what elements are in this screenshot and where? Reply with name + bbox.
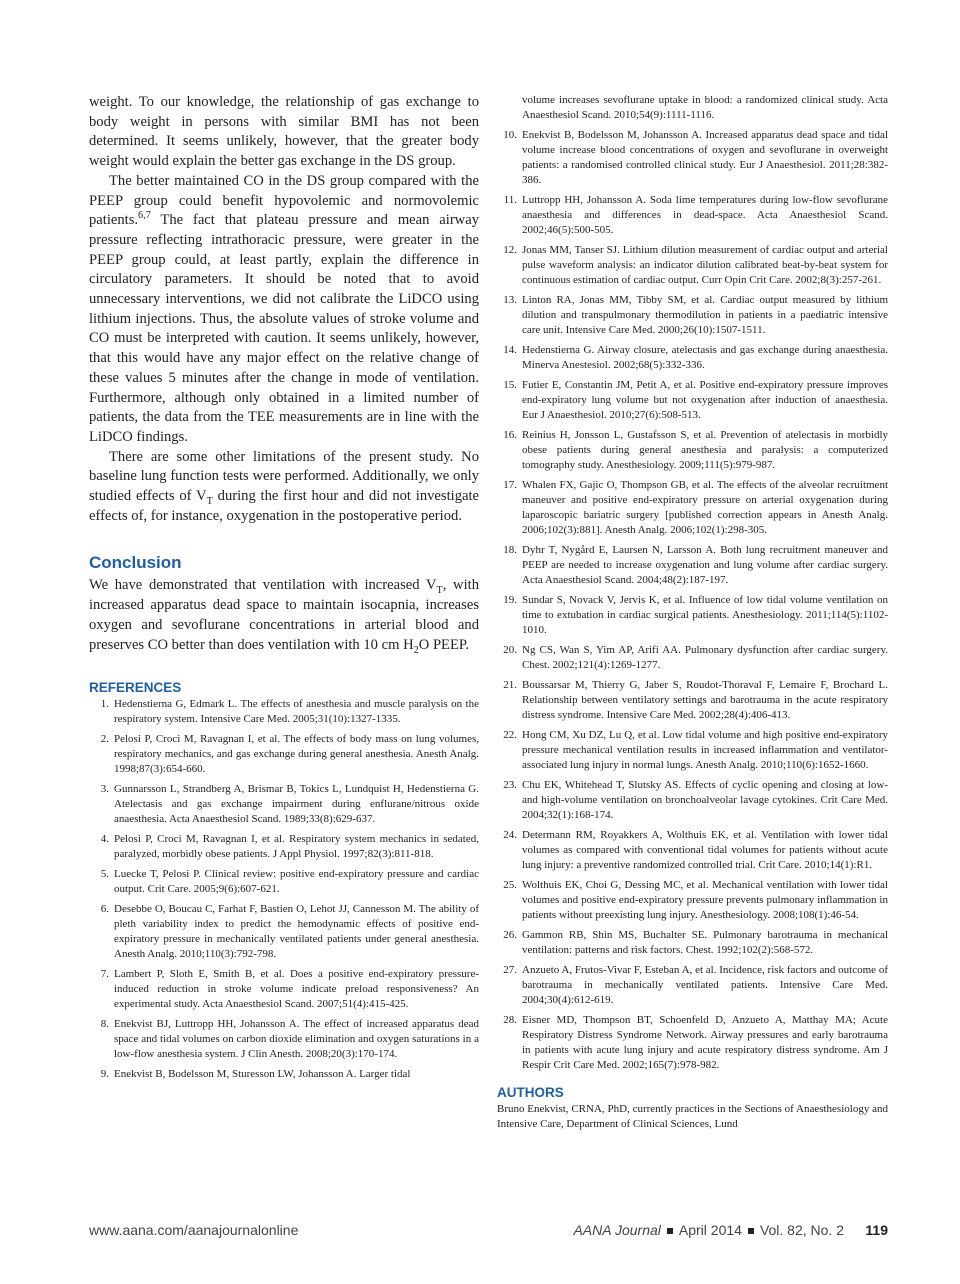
reference-text: Anzueto A, Frutos-Vivar F, Esteban A, et al. Incidence, risk factors and outcome of barotrauma in mechanically ventilated patients. Intensive Care Med. 2004;30(4):612-619. — [522, 964, 888, 1006]
reference-text: Ng CS, Wan S, Yim AP, Arifi AA. Pulmonary dysfunction after cardiac surgery. Chest. 2002;121(4):1269-1277. — [522, 644, 888, 671]
issue-date: April 2014 — [678, 1222, 742, 1238]
reference-item — [89, 832, 479, 862]
reference-number: 16. — [503, 429, 517, 441]
reference-text: Sundar S, Novack V, Jervis K, et al. Influence of low tidal volume ventilation on time to extubation in cardiac surgical patients. Anesthesiology. 2011;114(5):1102-1010. — [522, 594, 888, 636]
reference-text: Hedenstierna G. Airway closure, atelectasis and gas exchange during anaesthesia. Minerva Anestesiol. 2002;68(5):332-336. — [522, 344, 888, 371]
reference-number: 28. — [503, 1014, 517, 1026]
reference-item — [497, 828, 888, 873]
reference-item — [497, 478, 888, 538]
reference-text: Hedenstierna G, Edmark L. The effects of anesthesia and muscle paralysis on the respiratory system. Intensive Care Med. 2005;31(10):1327-1335. — [114, 698, 479, 726]
reference-text: Lambert P, Sloth E, Smith B, et al. Does a positive end-expiratory pressure-induced reduction in stroke volume indicate preload responsiveness? An experimental study. Acta Anaesthesiol Scand. 2007;51(4):415-425. — [114, 968, 479, 1011]
conclusion-text-a: We have demonstrated that ventilation with increased V — [89, 577, 437, 594]
reference-item — [497, 728, 888, 773]
limitations-paragraph — [89, 448, 479, 527]
reference-number: 18. — [503, 544, 517, 556]
reference-text: Enekvist B, Bodelsson M, Johansson A. Increased apparatus dead space and tidal volume increase blood concentrations of oxygen and sevoflurane in overweight patients: a randomised controlled clinical study. Eur J Anaesthesiol. 2011;28:382-386. — [522, 129, 888, 186]
reference-text: volume increases sevoflurane uptake in blood: a randomized clinical study. Acta Anaesthesiol Scand. 2010;54(9):1111-1116. — [522, 94, 888, 121]
para3-text-b: during the first hour and did not investigate effects of, for instance, oxygenation in the postoperative period. — [89, 488, 480, 524]
reference-item — [89, 782, 479, 827]
reference-text: Reinius H, Jonsson L, Gustafsson S, et al. Prevention of atelectasis in morbidly obese patients during general anesthesia and paralysis: a computerized tomography study. Anesthesiology. 2009;111(5):979-987. — [522, 429, 888, 471]
authors-text: Bruno Enekvist, CRNA, PhD, currently practices in the Sections of Anaesthesiology and Intensive Care, Department of Clinical Sciences, Lund — [497, 1103, 888, 1130]
square-bullet-icon — [748, 1228, 754, 1234]
reference-number: 7. — [100, 968, 109, 981]
discussion-paragraph-1: weight. To our knowledge, the relationship of gas exchange to body weight in persons with similar BMI has not been determined. It seems unlikely, however, that the greater body weight would explain the better gas exchange in the DS group. — [89, 94, 479, 170]
reference-text: Pelosi P, Croci M, Ravagnan I, et al. The effects of body mass on lung volumes, respiratory mechanics, and gas exchange during general anesthesia. Anesth Analg. 1998;87(3):654-660. — [114, 733, 479, 776]
reference-item — [497, 243, 888, 288]
reference-item — [89, 1017, 479, 1062]
reference-number: 14. — [503, 344, 517, 356]
authors-heading: AUTHORS — [497, 1085, 564, 1100]
conclusion-text-c: O PEEP. — [418, 636, 470, 653]
conclusion-text-b: , with increased apparatus dead space to maintain isocapnia, increases oxygen and sevoflurane concentrations in arterial blood and preserves CO better than does ventilation with 10 cm H — [89, 577, 479, 653]
page-footer — [89, 1222, 888, 1242]
reference-text: Gunnarsson L, Strandberg A, Brismar B, Tokics L, Lundquist H, Hedenstierna G. Atelectasis and gas exchange impairment during enflurane/nitrous oxide anaesthesia. Acta Anaesthesiol Scand. 1989;33(8):629-637. — [114, 783, 479, 826]
reference-number: 24. — [503, 829, 517, 841]
reference-number: 2. — [100, 733, 109, 746]
reference-list-right — [497, 128, 888, 1073]
reference-text: Enekvist B, Bodelsson M, Sturesson LW, Johansson A. Larger tidal — [114, 1068, 411, 1081]
left-column — [89, 93, 479, 1087]
reference-item — [497, 963, 888, 1008]
volume-number: Vol. 82, No. 2 — [759, 1222, 844, 1238]
reference-number: 11. — [503, 194, 517, 206]
h2o-subscript: 2 — [413, 644, 419, 656]
reference-number: 26. — [503, 929, 517, 941]
reference-text: Chu EK, Whitehead T, Slutsky AS. Effects of cyclic opening and closing at low- and high-volume ventilation on bronchoalveolar lavage cytokines. Crit Care Med. 2004;32(1):168-174. — [522, 779, 888, 821]
reference-number: 27. — [503, 964, 517, 976]
reference-number: 1. — [100, 698, 109, 711]
reference-text: Desebbe O, Boucau C, Farhat F, Bastien O, Lehot JJ, Cannesson M. The ability of pleth variability index to predict the hemodynamic effects of positive end-expiratory pressure in mechanically ventilated patients under general anesthesia. Anesth Analg. 2010;110(3):792-798. — [114, 903, 479, 961]
reference-item — [497, 1013, 888, 1073]
reference-item — [89, 967, 479, 1012]
reference-number: 23. — [503, 779, 517, 791]
reference-item — [497, 593, 888, 638]
reference-number: 9. — [100, 1068, 109, 1081]
reference-item — [497, 378, 888, 423]
reference-number: 25. — [503, 879, 517, 891]
discussion-paragraph-2 — [89, 172, 479, 448]
reference-item — [89, 732, 479, 777]
references-heading: REFERENCES — [89, 680, 182, 696]
reference-item — [497, 643, 888, 673]
reference-number: 8. — [100, 1018, 109, 1031]
reference-number: 3. — [100, 783, 109, 796]
reference-item — [497, 193, 888, 238]
reference-number: 12. — [503, 244, 517, 256]
reference-number: 10. — [503, 129, 517, 141]
reference-list-left — [89, 697, 479, 1082]
reference-item — [89, 867, 479, 897]
reference-number: 17. — [503, 479, 517, 491]
reference-text: Hong CM, Xu DZ, Lu Q, et al. Low tidal volume and high positive end-expiratory pressure mechanical ventilation results in increased inflammation and ventilator-associated lung injury in normal lungs. Anesth Analg. 2010;110(6):1652-1660. — [522, 729, 888, 771]
reference-item — [497, 343, 888, 373]
reference-item — [497, 778, 888, 823]
reference-number: 13. — [503, 294, 517, 306]
journal-name: AANA Journal — [573, 1222, 661, 1238]
vt-subscript: T — [436, 585, 443, 597]
reference-number: 6. — [100, 903, 109, 916]
reference-text: Luecke T, Pelosi P. Clinical review: positive end-expiratory pressure and cardiac output. Crit Care. 2005;9(6):607-621. — [114, 868, 479, 896]
reference-text: Eisner MD, Thompson BT, Schoenfeld D, Anzueto A, Matthay MA; Acute Respiratory Distress Syndrome Network. Airway pressures and early barotrauma in patients with acute lung injury and acute respiratory distress syndrome. Am J Respir Crit Care Med. 2002;165(7):978-982. — [522, 1014, 888, 1071]
reference-item — [497, 928, 888, 958]
reference-number: 5. — [100, 868, 109, 881]
para3-text-a: There are some other limitations of the present study. No baseline lung function tests were performed. Additionally, we only studied effects of V — [89, 448, 479, 505]
reference-item — [89, 697, 479, 727]
journal-url-link[interactable]: www.aana.com/aanajournalonline — [89, 1222, 299, 1238]
journal-info — [573, 1222, 844, 1238]
reference-item — [497, 428, 888, 473]
para2-text-a: The better maintained CO in the DS group compared with the PEEP group could benefit hypovolemic and normovolemic patients. — [89, 172, 479, 229]
reference-text: Wolthuis EK, Choi G, Dessing MC, et al. Mechanical ventilation with lower tidal volumes and positive end-expiratory pressure prevents pulmonary inflammation in patients without preexisting lung injury. Anesthesiology. 2008;108(1):46-54. — [522, 879, 888, 921]
reference-text: Luttropp HH, Johansson A. Soda lime temperatures during low-flow sevoflurane anaesthesia and differences in dead-space. Acta Anaesthesiol Scand. 2002;46(5):500-505. — [522, 194, 888, 236]
reference-text: Futier E, Constantin JM, Petit A, et al. Positive end-expiratory pressure improves end-expiratory lung volume but not oxygenation after induction of anaesthesia. Eur J Anaesthesiol. 2010;27(6):508-513. — [522, 379, 888, 421]
reference-item — [497, 543, 888, 588]
vt-subscript: T — [206, 495, 213, 507]
reference-text: Boussarsar M, Thierry G, Jaber S, Roudot-Thoraval F, Lemaire F, Brochard L. Relationship between ventilatory settings and barotrauma in the acute respiratory distress syndrome. Intensive Care Med. 2002;28(4):406-413. — [522, 679, 888, 721]
reference-text: Enekvist BJ, Luttropp HH, Johansson A. The effect of increased apparatus dead space and tidal volumes on carbon dioxide elimination and oxygen saturations in a low-flow anesthesia system. J Clin Anesth. 2008;20(3):170-174. — [114, 1018, 479, 1061]
reference-number: 4. — [100, 833, 109, 846]
reference-text: Pelosi P, Croci M, Ravagnan I, et al. Respiratory system mechanics in sedated, paralyzed, morbidly obese patients. J Appl Physiol. 1997;82(3):811-818. — [114, 833, 479, 861]
reference-item — [497, 293, 888, 338]
reference-text: Linton RA, Jonas MM, Tibby SM, et al. Cardiac output measured by lithium dilution and transpulmonary thermodilution in patients in a paediatric intensive care unit. Intensive Care Med. 2000;26(10):1507-1511. — [522, 294, 888, 336]
reference-item — [89, 1067, 479, 1082]
reference-text: Gammon RB, Shin MS, Buchalter SE. Pulmonary barotrauma in mechanical ventilation: patterns and risk factors. Chest. 1992;102(2):568-572. — [522, 929, 888, 956]
para2-text-b: The fact that plateau pressure and mean airway pressure reflecting intrathoracic pressure, were greater in the PEEP group could, at least partly, explain the difference in circulatory parameters. It should be noted that to avoid unnecessary interventions, we did not calibrate the LiDCO using lithium injections. Thus, the absolute values of stroke volume and CO must be interpreted with caution. It seems unlikely, however, that this would have any major effect on the relative change of these values 5 minutes after the change in mode of ventilation. Furthermore, although only obtained in a limited number of patients, the data from the TEE measurements are in line with the LiDCO findings. — [89, 212, 479, 445]
page-number: 119 — [865, 1222, 888, 1238]
reference-number: 20. — [503, 644, 517, 656]
reference-number: 21. — [503, 679, 517, 691]
reference-continuation — [497, 93, 888, 123]
reference-item — [497, 128, 888, 188]
reference-text: Determann RM, Royakkers A, Wolthuis EK, et al. Ventilation with lower tidal volumes as compared with conventional tidal volumes for patients without acute lung injury: a preventive randomized controlled trial. Crit Care. 2010;14(1):R1. — [522, 829, 888, 871]
reference-text: Whalen FX, Gajic O, Thompson GB, et al. The effects of the alveolar recruitment maneuver and positive end-expiratory pressure on arterial oxygenation during laparoscopic bariatric surgery [published correction appears in Anesth Analg. 2006;102(3):881]. Anesth Analg. 2006;102(1):298-305. — [522, 479, 888, 536]
conclusion-heading: Conclusion — [89, 553, 182, 573]
reference-item — [497, 878, 888, 923]
conclusion-paragraph — [89, 576, 479, 655]
reference-text: Jonas MM, Tanser SJ. Lithium dilution measurement of cardiac output and arterial pulse waveform analysis: an indicator dilution calibrated beat-by-beat system for continuous estimation of cardiac output. Curr Opin Crit Care. 2002;8(3):257-261. — [522, 244, 888, 286]
reference-number: 15. — [503, 379, 517, 391]
right-column — [497, 93, 888, 1132]
square-bullet-icon — [667, 1228, 673, 1234]
reference-item — [89, 902, 479, 962]
reference-text: Dyhr T, Nygård E, Laursen N, Larsson A. Both lung recruitment maneuver and PEEP are needed to increase oxygenation and lung volume after cardiac surgery. Acta Anaesthesiol Scand. 2004;48(2):187-197. — [522, 544, 888, 586]
reference-item — [497, 678, 888, 723]
reference-number: 22. — [503, 729, 517, 741]
citation-superscript: 6,7 — [138, 210, 151, 222]
reference-number: 19. — [503, 594, 517, 606]
